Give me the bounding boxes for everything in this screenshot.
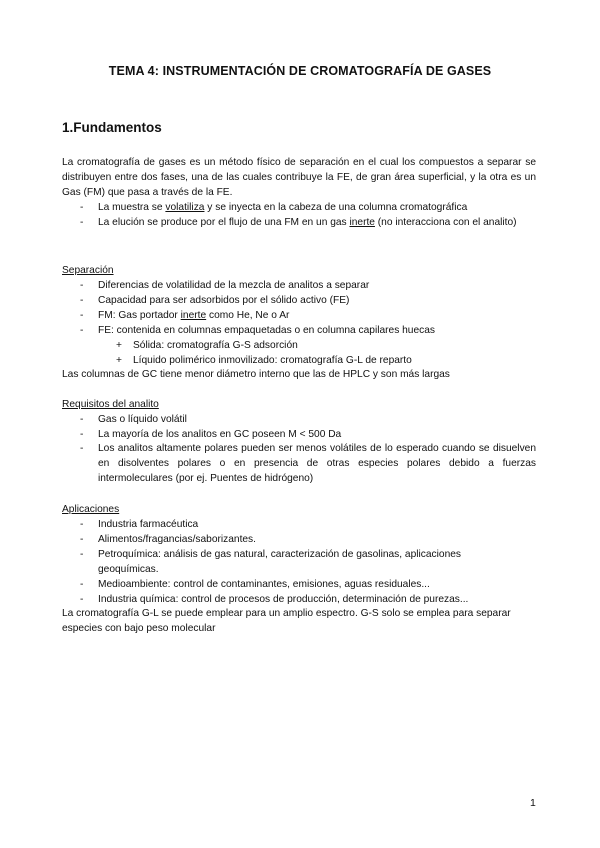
aplicaciones-note: La cromatografía G-L se puede emplear para un amplio espectro. G-S solo se emplea para separar especies con bajo peso molecular <box>62 608 511 634</box>
list-item-text: Industria farmacéutica <box>98 519 199 530</box>
list-item <box>80 592 536 607</box>
list-item <box>80 293 536 308</box>
section-heading-requisitos: Requisitos del analito <box>62 399 159 410</box>
list-item-text: FE: contenida en columnas empaquetadas o en columna capilares huecas <box>98 325 435 336</box>
list-item <box>80 278 536 293</box>
sub-list-item <box>116 338 516 353</box>
bullet-dash: - <box>80 443 84 454</box>
list-item-text: FM: Gas portador inerte como He, Ne o Ar <box>98 310 290 321</box>
list-item <box>80 441 536 486</box>
bullet-dash: - <box>80 280 84 291</box>
list-item-text: Los analitos altamente polares pueden ser menos volátiles de lo esperado cuando se disuelven en disolventes polares o en presencia de otras especies polares debido a fuerzas intermoleculares (por ej. Puentes de hidrógeno) <box>98 443 536 484</box>
bullet-dash: - <box>80 202 84 213</box>
list-item <box>80 427 536 442</box>
list-item <box>80 200 536 215</box>
page-title: TEMA 4: INSTRUMENTACIÓN DE CROMATOGRAFÍA DE GASES <box>108 64 492 78</box>
list-item-text: Diferencias de volatilidad de la mezcla de analitos a separar <box>98 280 370 291</box>
list-item <box>80 547 500 577</box>
list-item-text: Industria química: control de procesos de producción, determinación de purezas... <box>98 594 469 605</box>
list-item-text: Petroquímica: análisis de gas natural, caracterización de gasolinas, aplicaciones geoquímicas. <box>98 549 461 575</box>
list-item <box>80 308 536 323</box>
list-item-text: La muestra se volatiliza y se inyecta en la cabeza de una columna cromatográfica <box>98 202 468 213</box>
separacion-note: Las columnas de GC tiene menor diámetro interno que las de HPLC y son más largas <box>62 369 450 380</box>
list-item-text: La mayoría de los analitos en GC poseen M < 500 Da <box>98 429 342 440</box>
list-item <box>80 323 536 338</box>
sub-list-item <box>116 353 516 368</box>
bullet-dash: - <box>80 310 84 321</box>
bullet-dash: - <box>80 429 84 440</box>
bullet-dash: - <box>80 519 84 530</box>
bullet-plus: + <box>116 340 122 351</box>
bullet-dash: - <box>80 414 84 425</box>
bullet-dash: - <box>80 325 84 336</box>
sub-list-item-text: Sólida: cromatografía G-S adsorción <box>133 340 298 351</box>
list-item <box>80 517 536 532</box>
section-heading-fundamentos: 1.Fundamentos <box>62 120 162 135</box>
intro-paragraph: La cromatografía de gases es un método físico de separación en el cual los compuestos a separar se distribuyen entre dos fases, una de las cuales contribuye la FE, de gran área superficial, y la otra es un Gas (FM) que pasa a través de la FE. <box>62 157 536 198</box>
bullet-dash: - <box>80 594 84 605</box>
list-item <box>80 215 536 230</box>
list-item-text: Alimentos/fragancias/saborizantes. <box>98 534 256 545</box>
list-item-text: Medioambiente: control de contaminantes, emisiones, aguas residuales... <box>98 579 430 590</box>
list-item-text: Gas o líquido volátil <box>98 414 187 425</box>
list-item <box>80 577 536 592</box>
bullet-dash: - <box>80 549 84 560</box>
list-item <box>80 532 536 547</box>
section-heading-aplicaciones: Aplicaciones <box>62 504 120 515</box>
page-number: 1 <box>530 797 536 809</box>
section-heading-separacion: Separación <box>62 265 114 276</box>
list-item-text: Capacidad para ser adsorbidos por el sólido activo (FE) <box>98 295 350 306</box>
sub-list-item-text: Líquido polimérico inmovilizado: cromatografía G-L de reparto <box>133 355 412 366</box>
bullet-dash: - <box>80 579 84 590</box>
bullet-dash: - <box>80 295 84 306</box>
bullet-dash: - <box>80 534 84 545</box>
bullet-dash: - <box>80 217 84 228</box>
list-item-text: La elución se produce por el flujo de una FM en un gas inerte (no interacciona con el analito) <box>98 217 517 228</box>
list-item <box>80 412 536 427</box>
bullet-plus: + <box>116 355 122 366</box>
